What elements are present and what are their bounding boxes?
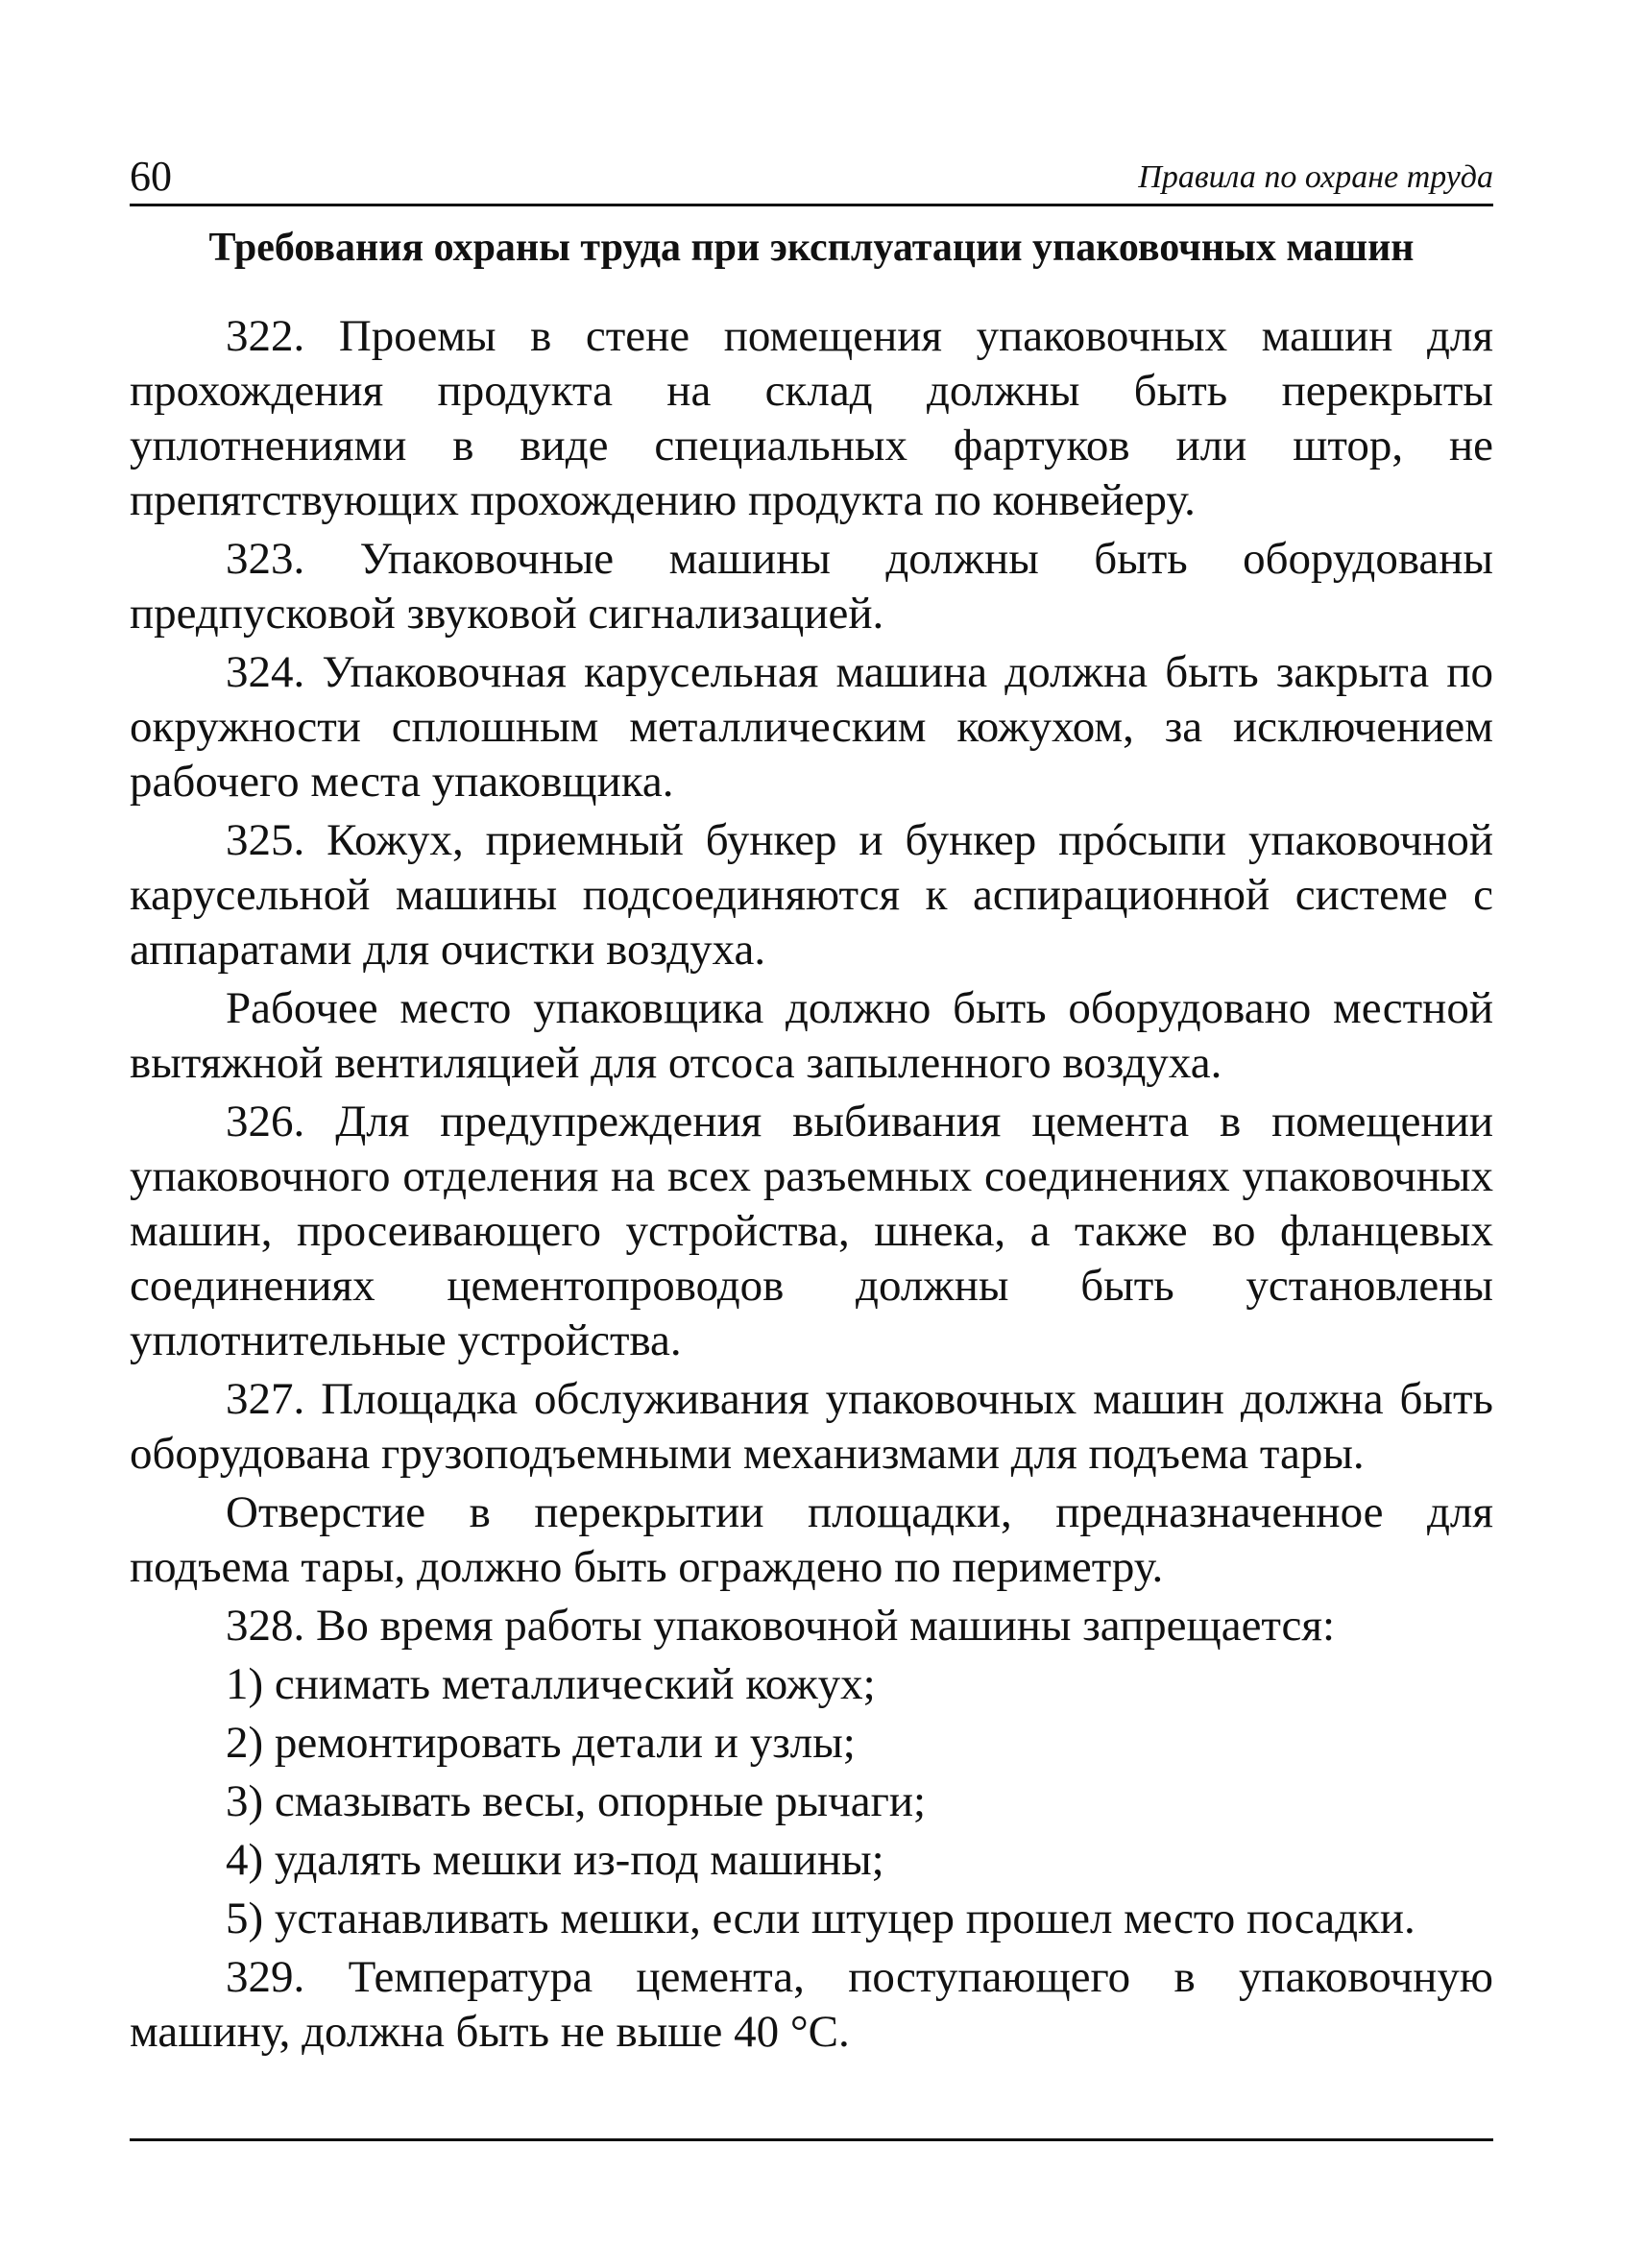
list-item: 5) устанавливать мешки, если штуцер прошел место посадки.	[226, 1894, 1415, 1943]
running-title: Правила по охране труда	[1138, 159, 1493, 195]
paragraph-327: 327. Площадка обслуживания упаковочных машин должна быть оборудована грузоподъемными механизмами для подъема тары.	[130, 1374, 1493, 1479]
list-item: 1) снимать металлический кожух;	[226, 1659, 876, 1709]
list-item: 3) смазывать весы, опорные рычаги;	[226, 1776, 927, 1826]
paragraph-324: 324. Упаковочная карусельная машина должна быть закрыта по окружности сплошным металлическим кожухом, за исключением рабочего места упаковщика.	[130, 647, 1493, 807]
footer-rule	[130, 2138, 1493, 2141]
list-item: 4) удалять мешки из-под машины;	[226, 1835, 884, 1885]
list-item: 2) ремонтировать детали и узлы;	[226, 1718, 856, 1768]
paragraph-325-continued: Рабочее место упаковщика должно быть оборудовано местной вытяжной вентиляцией для отсоса запыленного воздуха.	[130, 983, 1493, 1088]
paragraph-327-continued: Отверстие в перекрытии площадки, предназначенное для подъема тары, должно быть ограждено по периметру.	[130, 1487, 1493, 1592]
paragraph-323: 323. Упаковочные машины должны быть оборудованы предпусковой звуковой сигнализацией.	[130, 534, 1493, 639]
paragraph-322: 322. Проемы в стене помещения упаковочных машин для прохождения продукта на склад должны быть перекрыты уплотнениями в виде специальных фартуков или штор, не препятствующих прохождению продукта по конвейеру.	[130, 311, 1493, 525]
page-number: 60	[130, 153, 172, 200]
paragraph-328: 328. Во время работы упаковочной машины запрещается:	[226, 1601, 1336, 1651]
paragraph-329: 329. Температура цемента, поступающего в упаковочную машину, должна быть не выше 40 °С.	[130, 1952, 1493, 2057]
section-title: Требования охраны труда при эксплуатации упаковочных машин	[208, 226, 1415, 270]
paragraph-326: 326. Для предупреждения выбивания цемента в помещении упаковочного отделения на всех разъемных соединениях упаковочных машин, просеивающего устройства, шнека, а также во фланцевых соединениях цементопроводов должны быть установлены уплотнительные устройства.	[130, 1097, 1493, 1365]
body-text	[130, 309, 1493, 2063]
page-header	[130, 144, 1493, 206]
paragraph-325: 325. Кожух, приемный бункер и бункер прóсыпи упаковочной карусельной машины подсоединяются к аспирационной системе с аппаратами для очистки воздуха.	[130, 815, 1493, 975]
